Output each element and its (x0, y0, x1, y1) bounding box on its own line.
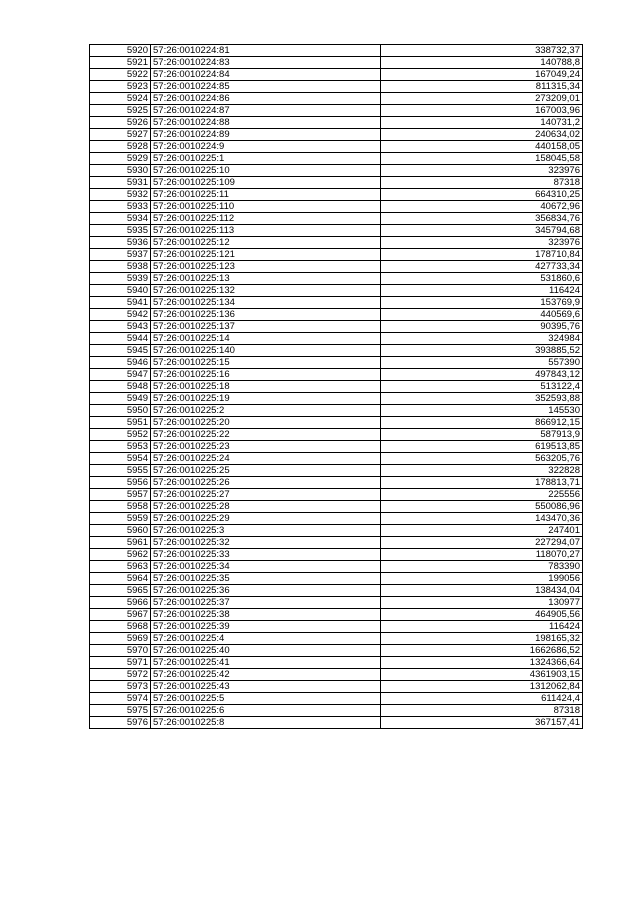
cadastral-number: 57:26:0010225:16 (151, 369, 381, 381)
row-number: 5975 (90, 705, 151, 717)
cadastral-number: 57:26:0010225:112 (151, 213, 381, 225)
row-number: 5949 (90, 393, 151, 405)
row-number: 5932 (90, 189, 151, 201)
table-row (90, 525, 583, 537)
cadastral-value: 198165,32 (381, 633, 583, 645)
cadastral-value: 178710,84 (381, 249, 583, 261)
row-number: 5930 (90, 165, 151, 177)
cadastral-number: 57:26:0010225:32 (151, 537, 381, 549)
cadastral-value: 324984 (381, 333, 583, 345)
cadastral-number: 57:26:0010225:123 (151, 261, 381, 273)
cadastral-number: 57:26:0010225:10 (151, 165, 381, 177)
cadastral-number: 57:26:0010225:12 (151, 237, 381, 249)
cadastral-value: 322828 (381, 465, 583, 477)
cadastral-number: 57:26:0010225:140 (151, 345, 381, 357)
table-row (90, 297, 583, 309)
cadastral-value: 87318 (381, 705, 583, 717)
table-row (90, 513, 583, 525)
table-row (90, 213, 583, 225)
cadastral-number: 57:26:0010225:23 (151, 441, 381, 453)
cadastral-value: 323976 (381, 237, 583, 249)
cadastral-value: 1662686,52 (381, 645, 583, 657)
cadastral-value: 138434,04 (381, 585, 583, 597)
row-number: 5962 (90, 549, 151, 561)
table-row (90, 345, 583, 357)
table-row (90, 621, 583, 633)
cadastral-value: 352593,88 (381, 393, 583, 405)
cadastral-number: 57:26:0010225:5 (151, 693, 381, 705)
table-row (90, 573, 583, 585)
cadastral-number: 57:26:0010225:15 (151, 357, 381, 369)
table-row (90, 453, 583, 465)
table-row (90, 141, 583, 153)
cadastral-number: 57:26:0010224:83 (151, 57, 381, 69)
cadastral-value: 116424 (381, 285, 583, 297)
cadastral-value: 338732,37 (381, 45, 583, 57)
table-row (90, 681, 583, 693)
cadastral-value: 345794,68 (381, 225, 583, 237)
table-row (90, 645, 583, 657)
cadastral-value: 158045,58 (381, 153, 583, 165)
table-row (90, 597, 583, 609)
cadastral-number: 57:26:0010225:43 (151, 681, 381, 693)
table-row (90, 369, 583, 381)
table-row (90, 585, 583, 597)
row-number: 5937 (90, 249, 151, 261)
table-row (90, 93, 583, 105)
cadastral-value: 130977 (381, 597, 583, 609)
cadastral-number: 57:26:0010224:86 (151, 93, 381, 105)
cadastral-number: 57:26:0010224:9 (151, 141, 381, 153)
row-number: 5951 (90, 417, 151, 429)
row-number: 5944 (90, 333, 151, 345)
table-row (90, 201, 583, 213)
cadastral-number: 57:26:0010225:36 (151, 585, 381, 597)
cadastral-value: 240634,02 (381, 129, 583, 141)
table-row (90, 57, 583, 69)
row-number: 5957 (90, 489, 151, 501)
row-number: 5943 (90, 321, 151, 333)
cadastral-number: 57:26:0010225:27 (151, 489, 381, 501)
cadastral-value: 143470,36 (381, 513, 583, 525)
cadastral-number: 57:26:0010225:40 (151, 645, 381, 657)
row-number: 5927 (90, 129, 151, 141)
row-number: 5973 (90, 681, 151, 693)
cadastral-number: 57:26:0010225:11 (151, 189, 381, 201)
cadastral-number: 57:26:0010225:34 (151, 561, 381, 573)
cadastral-number: 57:26:0010224:88 (151, 117, 381, 129)
cadastral-value: 153769,9 (381, 297, 583, 309)
row-number: 5971 (90, 657, 151, 669)
cadastral-number: 57:26:0010225:29 (151, 513, 381, 525)
table-row (90, 477, 583, 489)
cadastral-value: 427733,34 (381, 261, 583, 273)
cadastral-number: 57:26:0010225:137 (151, 321, 381, 333)
cadastral-number: 57:26:0010225:14 (151, 333, 381, 345)
cadastral-number: 57:26:0010225:42 (151, 669, 381, 681)
cadastral-value: 497843,12 (381, 369, 583, 381)
table-row (90, 81, 583, 93)
cadastral-number: 57:26:0010225:38 (151, 609, 381, 621)
cadastral-number: 57:26:0010225:110 (151, 201, 381, 213)
cadastral-number: 57:26:0010225:22 (151, 429, 381, 441)
row-number: 5972 (90, 669, 151, 681)
table-row (90, 489, 583, 501)
table-row (90, 405, 583, 417)
table-row (90, 261, 583, 273)
cadastral-number: 57:26:0010225:136 (151, 309, 381, 321)
table-row (90, 237, 583, 249)
cadastral-number: 57:26:0010225:134 (151, 297, 381, 309)
cadastral-number: 57:26:0010225:6 (151, 705, 381, 717)
row-number: 5928 (90, 141, 151, 153)
table-row (90, 465, 583, 477)
cadastral-number: 57:26:0010225:8 (151, 717, 381, 729)
cadastral-number: 57:26:0010225:2 (151, 405, 381, 417)
table-row (90, 561, 583, 573)
cadastral-number: 57:26:0010225:18 (151, 381, 381, 393)
row-number: 5936 (90, 237, 151, 249)
table-row (90, 153, 583, 165)
cadastral-value: 440569,6 (381, 309, 583, 321)
table-row (90, 705, 583, 717)
table-row (90, 249, 583, 261)
row-number: 5947 (90, 369, 151, 381)
row-number: 5960 (90, 525, 151, 537)
table-row (90, 393, 583, 405)
cadastral-number: 57:26:0010225:28 (151, 501, 381, 513)
row-number: 5967 (90, 609, 151, 621)
cadastral-value: 557390 (381, 357, 583, 369)
cadastral-value: 225556 (381, 489, 583, 501)
cadastral-number: 57:26:0010225:4 (151, 633, 381, 645)
cadastral-number: 57:26:0010225:35 (151, 573, 381, 585)
table-row (90, 357, 583, 369)
row-number: 5961 (90, 537, 151, 549)
cadastral-value: 513122,4 (381, 381, 583, 393)
row-number: 5956 (90, 477, 151, 489)
row-number: 5970 (90, 645, 151, 657)
cadastral-number: 57:26:0010224:89 (151, 129, 381, 141)
cadastral-value: 664310,25 (381, 189, 583, 201)
cadastral-number: 57:26:0010225:26 (151, 477, 381, 489)
cadastral-value: 393885,52 (381, 345, 583, 357)
table-row (90, 441, 583, 453)
cadastral-value: 87318 (381, 177, 583, 189)
table-row (90, 501, 583, 513)
cadastral-number: 57:26:0010225:132 (151, 285, 381, 297)
row-number: 5950 (90, 405, 151, 417)
row-number: 5941 (90, 297, 151, 309)
row-number: 5976 (90, 717, 151, 729)
cadastral-value: 464905,56 (381, 609, 583, 621)
row-number: 5931 (90, 177, 151, 189)
cadastral-value: 178813,71 (381, 477, 583, 489)
row-number: 5965 (90, 585, 151, 597)
cadastral-number: 57:26:0010225:1 (151, 153, 381, 165)
table-row (90, 165, 583, 177)
cadastral-value: 783390 (381, 561, 583, 573)
cadastral-number: 57:26:0010225:13 (151, 273, 381, 285)
cadastral-value: 90395,76 (381, 321, 583, 333)
cadastral-number: 57:26:0010225:19 (151, 393, 381, 405)
cadastral-number: 57:26:0010225:25 (151, 465, 381, 477)
table-row (90, 117, 583, 129)
table-row (90, 693, 583, 705)
cadastral-value: 199056 (381, 573, 583, 585)
table-row (90, 105, 583, 117)
cadastral-number: 57:26:0010225:24 (151, 453, 381, 465)
cadastral-number: 57:26:0010225:109 (151, 177, 381, 189)
table-row (90, 177, 583, 189)
cadastral-value: 40672,96 (381, 201, 583, 213)
cadastral-value: 531860,6 (381, 273, 583, 285)
row-number: 5974 (90, 693, 151, 705)
cadastral-value: 140731,2 (381, 117, 583, 129)
row-number: 5921 (90, 57, 151, 69)
row-number: 5948 (90, 381, 151, 393)
cadastral-value: 367157,41 (381, 717, 583, 729)
cadastral-number: 57:26:0010225:33 (151, 549, 381, 561)
table-row (90, 537, 583, 549)
row-number: 5923 (90, 81, 151, 93)
cadastral-number: 57:26:0010224:87 (151, 105, 381, 117)
cadastral-number: 57:26:0010224:84 (151, 69, 381, 81)
cadastral-value: 1324366,64 (381, 657, 583, 669)
cadastral-number: 57:26:0010225:3 (151, 525, 381, 537)
cadastral-value: 227294,07 (381, 537, 583, 549)
cadastral-number: 57:26:0010225:121 (151, 249, 381, 261)
row-number: 5926 (90, 117, 151, 129)
table-row (90, 549, 583, 561)
cadastral-value: 323976 (381, 165, 583, 177)
row-number: 5940 (90, 285, 151, 297)
table-row (90, 321, 583, 333)
table-row (90, 333, 583, 345)
row-number: 5968 (90, 621, 151, 633)
table-row (90, 129, 583, 141)
row-number: 5925 (90, 105, 151, 117)
row-number: 5969 (90, 633, 151, 645)
cadastral-number: 57:26:0010225:37 (151, 597, 381, 609)
row-number: 5938 (90, 261, 151, 273)
row-number: 5959 (90, 513, 151, 525)
cadastral-value: 118070,27 (381, 549, 583, 561)
table-row (90, 609, 583, 621)
cadastral-value: 619513,85 (381, 441, 583, 453)
table-row (90, 285, 583, 297)
row-number: 5955 (90, 465, 151, 477)
row-number: 5946 (90, 357, 151, 369)
row-number: 5933 (90, 201, 151, 213)
table-body (90, 45, 583, 729)
table-row (90, 309, 583, 321)
row-number: 5922 (90, 69, 151, 81)
table-row (90, 429, 583, 441)
row-number: 5958 (90, 501, 151, 513)
table-row (90, 69, 583, 81)
cadastral-value: 167049,24 (381, 69, 583, 81)
cadastral-value: 356834,76 (381, 213, 583, 225)
row-number: 5920 (90, 45, 151, 57)
row-number: 5939 (90, 273, 151, 285)
cadastral-value: 116424 (381, 621, 583, 633)
cadastral-value-table (89, 44, 583, 729)
cadastral-value: 1312062,84 (381, 681, 583, 693)
table-row (90, 417, 583, 429)
row-number: 5964 (90, 573, 151, 585)
row-number: 5924 (90, 93, 151, 105)
cadastral-value: 4361903,15 (381, 669, 583, 681)
cadastral-number: 57:26:0010225:113 (151, 225, 381, 237)
cadastral-value: 247401 (381, 525, 583, 537)
cadastral-value: 440158,05 (381, 141, 583, 153)
cadastral-number: 57:26:0010224:81 (151, 45, 381, 57)
cadastral-number: 57:26:0010225:39 (151, 621, 381, 633)
table-row (90, 225, 583, 237)
table-row (90, 273, 583, 285)
cadastral-value: 145530 (381, 405, 583, 417)
cadastral-value: 811315,34 (381, 81, 583, 93)
row-number: 5942 (90, 309, 151, 321)
row-number: 5945 (90, 345, 151, 357)
row-number: 5935 (90, 225, 151, 237)
row-number: 5929 (90, 153, 151, 165)
row-number: 5952 (90, 429, 151, 441)
cadastral-number: 57:26:0010225:41 (151, 657, 381, 669)
cadastral-number: 57:26:0010225:20 (151, 417, 381, 429)
cadastral-value: 563205,76 (381, 453, 583, 465)
table-row (90, 717, 583, 729)
cadastral-value: 140788,8 (381, 57, 583, 69)
cadastral-value: 866912,15 (381, 417, 583, 429)
table-row (90, 381, 583, 393)
cadastral-value: 273209,01 (381, 93, 583, 105)
row-number: 5966 (90, 597, 151, 609)
cadastral-value: 550086,96 (381, 501, 583, 513)
row-number: 5963 (90, 561, 151, 573)
cadastral-number: 57:26:0010224:85 (151, 81, 381, 93)
row-number: 5934 (90, 213, 151, 225)
cadastral-value: 167003,96 (381, 105, 583, 117)
row-number: 5953 (90, 441, 151, 453)
row-number: 5954 (90, 453, 151, 465)
table-row (90, 189, 583, 201)
table-row (90, 657, 583, 669)
table-row (90, 45, 583, 57)
cadastral-value: 611424,4 (381, 693, 583, 705)
table-row (90, 633, 583, 645)
table-row (90, 669, 583, 681)
cadastral-value: 587913,9 (381, 429, 583, 441)
